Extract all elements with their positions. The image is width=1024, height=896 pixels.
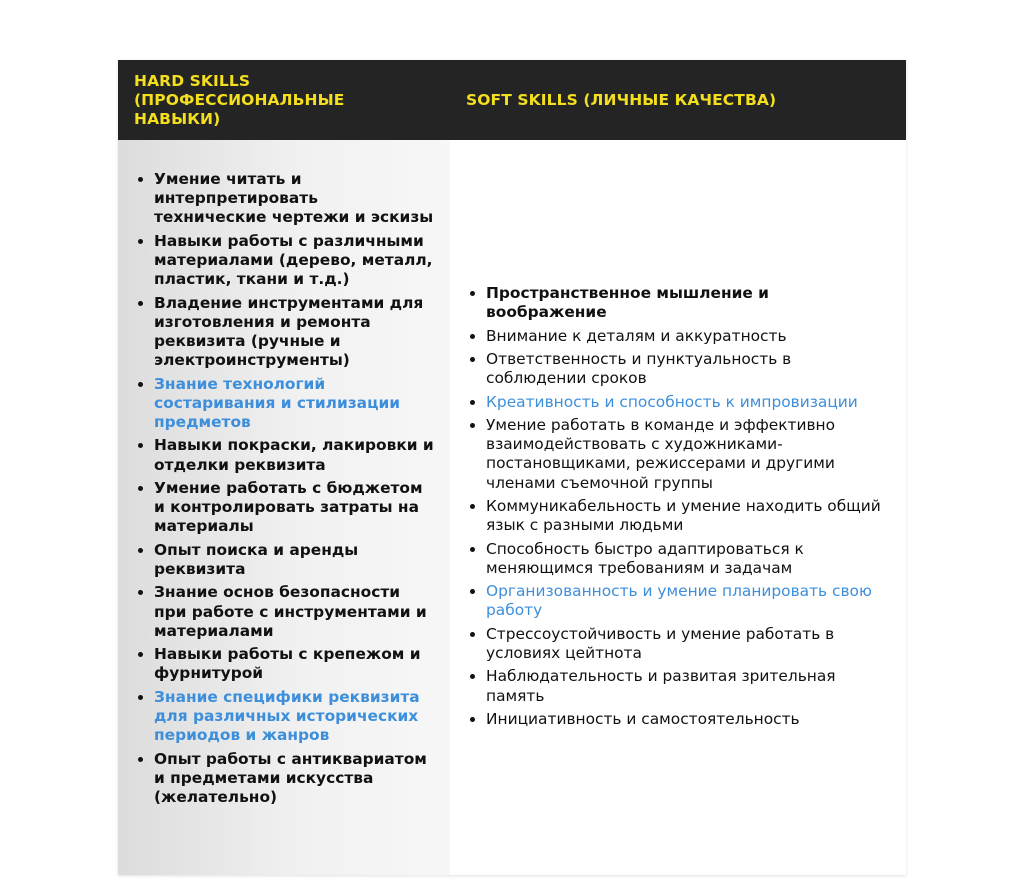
list-item: Умение работать в команде и эффективно взаимодействовать с художниками-постановщиками, режиссерами и другими членами съемочной группы (466, 416, 886, 493)
soft-skills-heading: SOFT SKILLS (ЛИЧНЫЕ КАЧЕСТВА) (466, 90, 777, 109)
list-item: Стрессоустойчивость и умение работать в условиях цейтнота (466, 625, 886, 663)
list-item: Знание основ безопасности при работе с инструментами и материалами (134, 583, 434, 641)
list-item: Знание специфики реквизита для различных исторических периодов и жанров (134, 688, 434, 746)
list-item: Умение читать и интерпретировать технические чертежи и эскизы (134, 170, 434, 228)
list-item: Способность быстро адаптироваться к меняющимся требованиям и задачам (466, 540, 886, 578)
list-item: Знание технологий состаривания и стилизации предметов (134, 375, 434, 433)
list-item: Владение инструментами для изготовления и ремонта реквизита (ручные и электроинструменты) (134, 294, 434, 371)
table-header (118, 60, 906, 140)
list-item: Ответственность и пунктуальность в соблюдении сроков (466, 350, 886, 388)
list-item: Инициативность и самостоятельность (466, 710, 886, 729)
list-item: Наблюдательность и развитая зрительная память (466, 667, 886, 705)
list-item: Креативность и способность к импровизации (466, 393, 886, 412)
list-item: Коммуникабельность и умение находить общий язык с разными людьми (466, 497, 886, 535)
skills-table (118, 60, 906, 875)
list-item: Опыт поиска и аренды реквизита (134, 541, 434, 579)
list-item: Навыки покраски, лакировки и отделки реквизита (134, 436, 434, 474)
list-item: Умение работать с бюджетом и контролировать затраты на материалы (134, 479, 434, 537)
list-item: Внимание к деталям и аккуратность (466, 327, 886, 346)
list-item: Навыки работы с крепежом и фурнитурой (134, 645, 434, 683)
hard-skills-list (134, 170, 434, 811)
list-item: Навыки работы с различными материалами (дерево, металл, пластик, ткани и т.д.) (134, 232, 434, 290)
soft-skills-list (466, 284, 886, 733)
list-item: Организованность и умение планировать свою работу (466, 582, 886, 620)
list-item: Опыт работы с антиквариатом и предметами искусства (желательно) (134, 750, 434, 808)
list-item: Пространственное мышление и воображение (466, 284, 886, 322)
hard-skills-heading: HARD SKILLS (ПРОФЕССИОНАЛЬНЫЕ НАВЫКИ) (134, 71, 345, 128)
